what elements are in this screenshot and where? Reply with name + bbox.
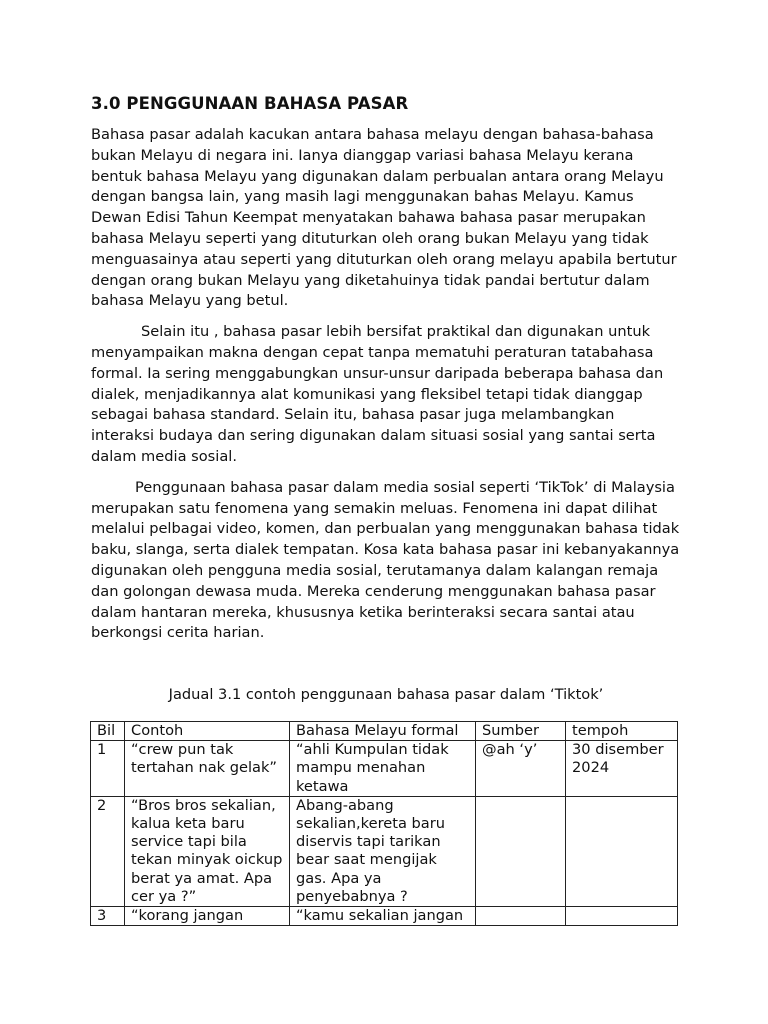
cell-contoh: “crew pun tak tertahan nak gelak” bbox=[125, 741, 290, 797]
cell-contoh: “Bros bros sekalian, kalua keta baru service tapi bila tekan minyak oickup berat ya amat. Apa cer ya ?” bbox=[125, 796, 290, 906]
header-formal: Bahasa Melayu formal bbox=[290, 722, 476, 741]
cell-tempoh: 30 disember 2024 bbox=[566, 741, 678, 797]
header-contoh: Contoh bbox=[125, 722, 290, 741]
cell-tempoh bbox=[566, 907, 678, 926]
cell-formal: Abang-abang sekalian,kereta baru diservis tapi tarikan bear saat mengijak gas. Apa ya penyebabnya ? bbox=[290, 796, 476, 906]
cell-bil: 2 bbox=[91, 796, 125, 906]
cell-bil: 1 bbox=[91, 741, 125, 797]
cell-sumber bbox=[476, 796, 566, 906]
cell-formal: “kamu sekalian jangan bbox=[290, 907, 476, 926]
document-body bbox=[91, 93, 681, 705]
header-bil: Bil bbox=[91, 722, 125, 741]
header-tempoh: tempoh bbox=[566, 722, 678, 741]
cell-bil: 3 bbox=[91, 907, 125, 926]
cell-sumber: @ah ‘y’ bbox=[476, 741, 566, 797]
header-sumber: Sumber bbox=[476, 722, 566, 741]
paragraph-1: Bahasa pasar adalah kacukan antara bahasa melayu dengan bahasa-bahasa bukan Melayu di negara ini. Ianya dianggap variasi bahasa Melayu kerana bentuk bahasa Melayu yang digunakan dalam perbualan antara orang Melayu dengan bangsa lain, yang masih lagi menggunakan bahas Melayu. Kamus Dewan Edisi Tahun Keempat menyatakan bahawa bahasa pasar merupakan bahasa Melayu seperti yang dituturkan oleh orang bukan Melayu yang tidak menguasainya atau seperti yang dituturkan oleh orang melayu apabila bertutur dengan orang bukan Melayu yang diketahuinya tidak pandai bertutur dalam bahasa Melayu yang betul. bbox=[91, 126, 677, 310]
table-row bbox=[91, 907, 678, 926]
paragraph-2: Selain itu , bahasa pasar lebih bersifat praktikal dan digunakan untuk menyampaikan makna dengan cepat tanpa mematuhi peraturan tatabahasa formal. Ia sering menggabungkan unsur-unsur daripada beberapa bahasa dan dialek, menjadikannya alat komunikasi yang fleksibel tetapi tidak dianggap sebagai bahasa standard. Selain itu, bahasa pasar juga melambangkan interaksi budaya dan sering digunakan dalam situasi sosial yang santai serta dalam media sosial. bbox=[91, 323, 664, 465]
cell-sumber bbox=[476, 907, 566, 926]
usage-table bbox=[90, 721, 678, 926]
table-row bbox=[91, 741, 678, 797]
cell-tempoh bbox=[566, 796, 678, 906]
cell-contoh: “korang jangan bbox=[125, 907, 290, 926]
section-heading: 3.0 PENGGUNAAN BAHASA PASAR bbox=[91, 94, 409, 113]
cell-formal: “ahli Kumpulan tidak mampu menahan ketawa bbox=[290, 741, 476, 797]
table-caption: Jadual 3.1 contoh penggunaan bahasa pasar dalam ‘Tiktok’ bbox=[168, 686, 604, 704]
paragraph-3: Penggunaan bahasa pasar dalam media sosial seperti ‘TikTok’ di Malaysia merupakan satu fenomena yang semakin meluas. Fenomena ini dapat dilihat melalui pelbagai video, komen, dan perbualan yang menggunakan bahasa tidak baku, slanga, serta dialek tempatan. Kosa kata bahasa pasar ini kebanyakannya digunakan oleh pengguna media sosial, terutamanya dalam kalangan remaja dan golongan dewasa muda. Mereka cenderung menggunakan bahasa pasar dalam hantaran mereka, khususnya ketika berinteraksi secara santai atau berkongsi cerita harian. bbox=[91, 478, 680, 642]
table-row bbox=[91, 796, 678, 906]
table-header-row bbox=[91, 722, 678, 741]
